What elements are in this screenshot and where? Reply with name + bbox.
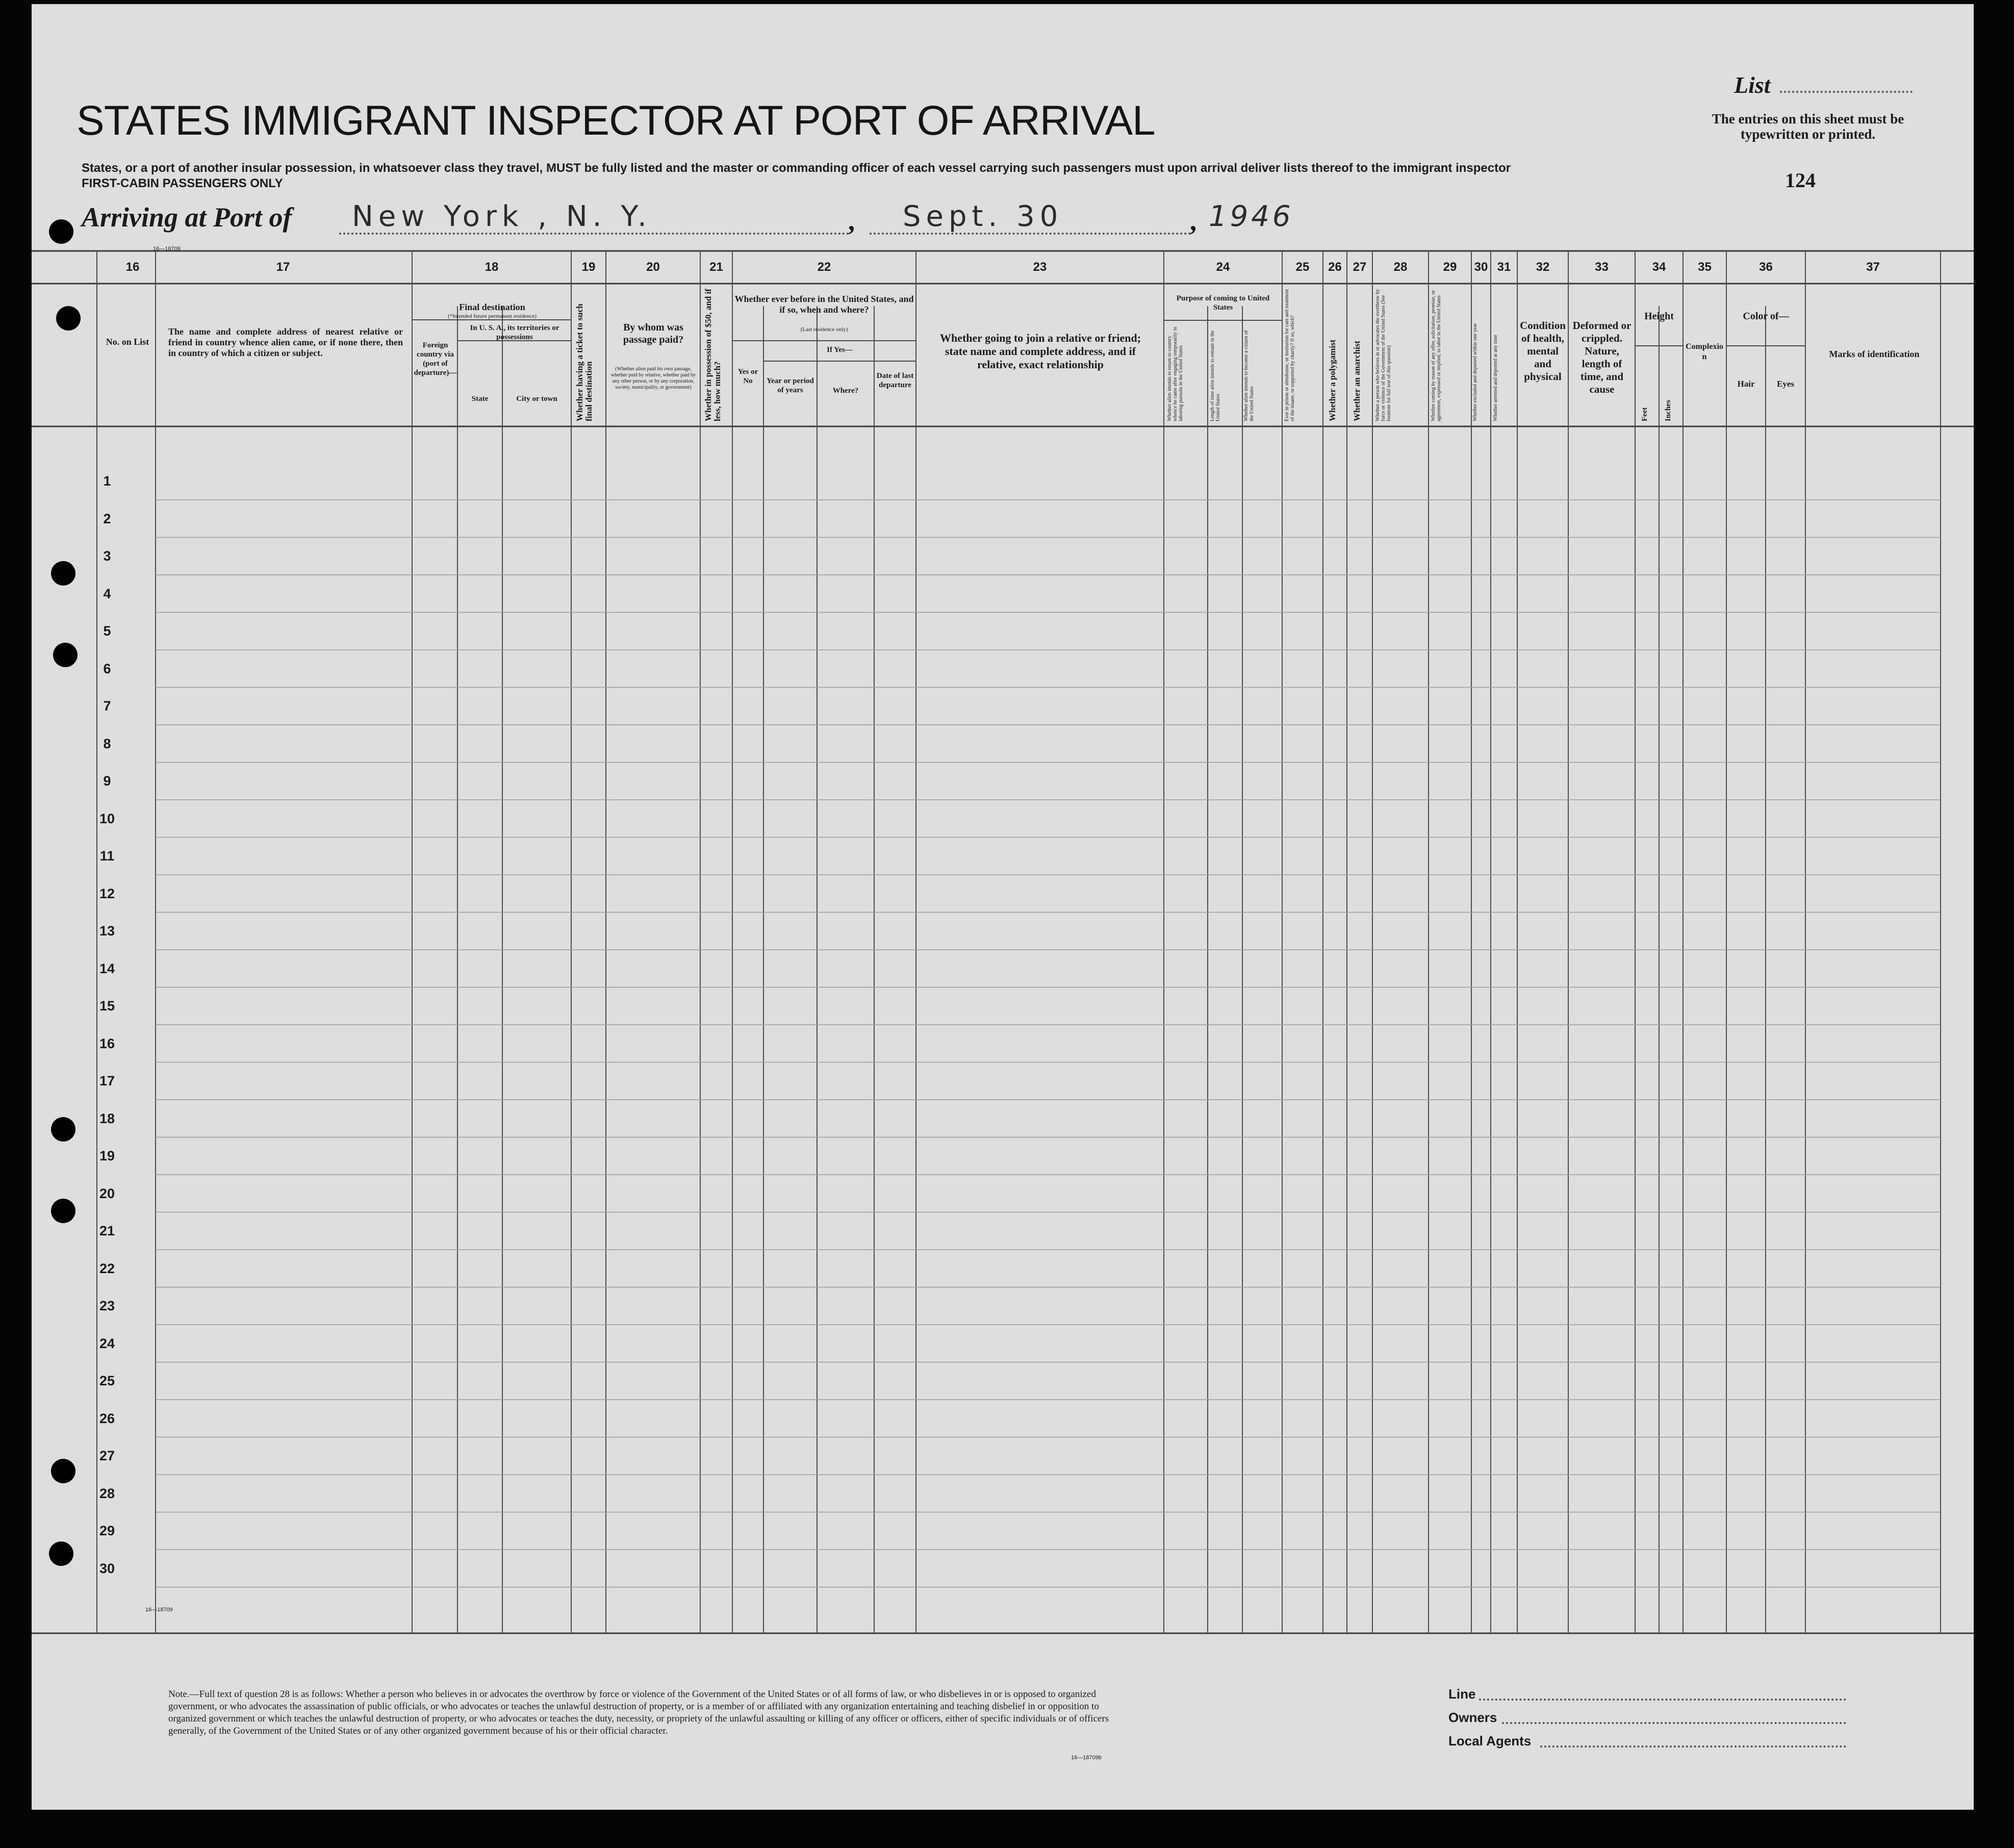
col-num-20: 20 (646, 260, 660, 274)
owners-label: Owners (1448, 1710, 1497, 1725)
header-prison: Ever in prison or almshouse, or institution for care and treatment of the insane, or supported by charity? If so, which? (1284, 289, 1295, 421)
header-ticket: Whether having a ticket to such final destination (575, 303, 594, 421)
header-state: State (471, 395, 489, 403)
header-height: Height (1644, 311, 1674, 322)
col-num-16: 16 (125, 260, 140, 274)
col-num-23: 23 (1033, 260, 1047, 274)
header-date-departure: Date of last departure (876, 372, 914, 389)
line-field[interactable] (1479, 1699, 1846, 1701)
row-number: 8 (103, 736, 111, 751)
col-num-34: 34 (1652, 260, 1666, 274)
header-where: Where? (832, 387, 859, 395)
page-title: STATES IMMIGRANT INSPECTOR AT PORT OF ARRIVAL (77, 97, 1155, 144)
header-overthrow: Whether a person who believes in or advocates the overthrow by force or violence of the Government of the United States (See footnote for full text of this question) (1375, 289, 1392, 421)
row-number: 23 (99, 1298, 115, 1313)
list-field[interactable] (1780, 91, 1913, 93)
header-join-relative: Whether going to join a relative or friend; state name and complete address, and if relative, exact relationship (939, 332, 1141, 371)
row-number: 10 (99, 811, 115, 826)
col-num-37: 37 (1866, 260, 1880, 274)
row-number: 1 (103, 473, 111, 489)
row-number: 26 (99, 1410, 115, 1426)
header-instruction-line: States, or a port of another insular possession, in whatsoever class they travel, MUST be fully listed and the master or commanding officer of each vessel carrying such passengers must upon arrival deliver lists thereof to the immigrant inspector (82, 161, 1511, 175)
row-number: 15 (99, 998, 115, 1014)
year-handwritten: 1946 (1209, 200, 1294, 233)
punch-hole (51, 1117, 75, 1142)
header-complexion: Complexion (1686, 342, 1723, 361)
header-inches: Inches (1664, 400, 1672, 421)
row-number: 2 (103, 511, 111, 526)
row-number: 16 (99, 1035, 115, 1051)
row-number: 13 (99, 923, 115, 939)
col-num-36: 36 (1759, 260, 1773, 274)
header-purpose-return: Whether alien intends to return to country whence he came after engaging temporarily in laboring pursuits in the United States (1167, 326, 1184, 421)
header-anarchist: Whether an anarchist (1352, 340, 1362, 421)
header-year: Year or period of years (767, 377, 814, 394)
row-number: 18 (99, 1110, 115, 1126)
col-num-17: 17 (276, 260, 290, 274)
header-labor-offer: Whether coming by reason of any offer, solicitation, promise, or agreement, expressed or implied, to labor in the United States (1431, 290, 1442, 421)
owners-field[interactable] (1502, 1722, 1846, 1724)
header-final-destination: Final destination (459, 302, 525, 312)
list-label: List (1734, 72, 1771, 98)
row-number: 3 (103, 548, 111, 564)
local-agents-field[interactable] (1540, 1745, 1846, 1748)
header-nearest-relative: The name and complete address of nearest relative or friend in country whence alien came, or if none there, then in country of which a citizen or subject. (168, 326, 403, 358)
punch-hole (51, 1459, 75, 1483)
row-number: 20 (99, 1185, 115, 1201)
col-num-21: 21 (709, 260, 723, 274)
footnote-question-28: Note.—Full text of question 28 is as follows: Whether a person who believes in or advocates the overthrow by force or violence of the Government of the United States or of all forms of law, or who disbelieves in or is opposed to organized government, or who advocates the assassination of public officials, or who advocates or teaches the unlawful destruction of property, or is a member of or affiliated with any organization entertaining and teaching disbelief in or opposition to organized government or which teaches the unlawful destruction of property, or who advocates or teaches the duty, necessity, or propriety of the unlawful assaulting or killing of any officer or officers, either of specific individuals or of officers generally, of the Government of the United States or of any other organized government because of his or their official character. (168, 1689, 1109, 1736)
col-num-26: 26 (1328, 260, 1342, 274)
header-in-usa: In U. S. A., its territories or possessions (470, 324, 559, 341)
punch-hole (49, 1541, 73, 1566)
arriving-label: Arriving at Port of (82, 202, 292, 233)
row-number: 27 (99, 1448, 115, 1463)
col-num-32: 32 (1536, 260, 1550, 274)
col-num-19: 19 (581, 260, 596, 274)
row-number: 11 (99, 848, 115, 864)
row-number: 4 (103, 586, 111, 601)
header-deformed: Deformed or crippled. Nature, length of time, and cause (1572, 319, 1631, 395)
col-num-30: 30 (1474, 260, 1488, 274)
header-excluded: Whether excluded and deported within one year (1472, 323, 1478, 421)
row-number: 17 (99, 1073, 115, 1088)
form-code-top: 16—18709 (153, 246, 181, 252)
header-purpose: Purpose of coming to United States (1176, 294, 1270, 312)
header-passage-paid-note: (Whether alien paid his own passage, whether paid by relative, whether paid by any other person, or by any corporation, society, municipality, or government) (610, 366, 696, 390)
header-foreign-country: Foreign country via (port of departure)— (414, 341, 457, 377)
comma: , (849, 206, 856, 236)
header-arrested: Whether arrested and deported at any time (1493, 335, 1498, 421)
col-num-28: 28 (1393, 260, 1408, 274)
row-number: 14 (99, 960, 115, 976)
header-city: City or town (516, 395, 557, 403)
row-number: 9 (103, 773, 111, 789)
header-feet: Feet (1641, 407, 1649, 421)
row-number: 7 (103, 698, 111, 714)
row-number: 5 (103, 623, 111, 639)
header-color-of: Color of— (1743, 311, 1789, 322)
col-num-29: 29 (1443, 260, 1457, 274)
header-ever-before: Whether ever before in the United States, and if so, when and where? (734, 294, 914, 315)
comma: , (1191, 206, 1198, 236)
form-code-bottom: 16—18709 (145, 1607, 173, 1613)
header-condition-health: Condition of health, mental and physical (1520, 319, 1566, 383)
row-number: 19 (99, 1148, 115, 1163)
header-fifty-dollars: Whether in possession of $50, and if less, how much? (703, 289, 722, 421)
header-passage-paid: By whom was passage paid? (623, 322, 684, 345)
header-eyes: Eyes (1777, 379, 1794, 389)
header-yes-no: Yes or No (737, 368, 758, 385)
first-cabin-label: FIRST-CABIN PASSENGERS ONLY (82, 176, 283, 190)
date-handwritten: Sept. 30 (903, 200, 1063, 233)
punch-hole (51, 561, 75, 586)
header-marks-identification: Marks of identification (1829, 349, 1920, 359)
punch-hole (53, 643, 78, 667)
row-number: 25 (99, 1373, 115, 1388)
col-num-18: 18 (485, 260, 499, 274)
header-purpose-citizen: Whether alien intends to become a citizen of the United States (1243, 330, 1255, 421)
row-number: 6 (103, 661, 111, 676)
punch-hole (49, 219, 73, 244)
typewritten-instruction: The entries on this sheet must be typewritten or printed. (1712, 111, 1904, 142)
row-number: 22 (99, 1260, 115, 1276)
row-number: 28 (99, 1485, 115, 1501)
punch-hole (51, 1199, 75, 1223)
local-agents-label: Local Agents (1448, 1733, 1532, 1749)
header-hair: Hair (1737, 379, 1755, 389)
port-field[interactable] (339, 233, 849, 235)
col-num-27: 27 (1353, 260, 1367, 274)
col-num-33: 33 (1595, 260, 1609, 274)
col-num-22: 22 (817, 260, 831, 274)
row-number: 21 (99, 1223, 115, 1238)
line-label: Line (1448, 1686, 1476, 1702)
header-if-yes: If Yes— (827, 346, 853, 354)
date-field[interactable] (870, 233, 1191, 235)
punch-hole (56, 306, 81, 331)
header-purpose-length: Length of time alien intends to remain in the United States (1210, 330, 1221, 421)
col-num-35: 35 (1698, 260, 1712, 274)
col-num-25: 25 (1295, 260, 1310, 274)
row-number: 30 (99, 1560, 115, 1576)
col-num-31: 31 (1497, 260, 1511, 274)
header-ever-before-note: (Last residence only) (800, 326, 848, 333)
note-form-code: 16—18709b (1071, 1755, 1102, 1761)
col-num-24: 24 (1216, 260, 1230, 274)
header-polygamist: Whether a polygamist (1328, 339, 1337, 421)
header-final-destination-note: (*Intended future permanent residence) (448, 313, 537, 319)
row-number: 12 (99, 885, 115, 901)
port-handwritten: New York , N. Y. (352, 200, 652, 233)
row-number: 24 (99, 1335, 115, 1351)
row-number: 29 (99, 1523, 115, 1538)
header-no-on-list: No. on List (106, 337, 149, 347)
page-number: 124 (1785, 169, 1816, 192)
